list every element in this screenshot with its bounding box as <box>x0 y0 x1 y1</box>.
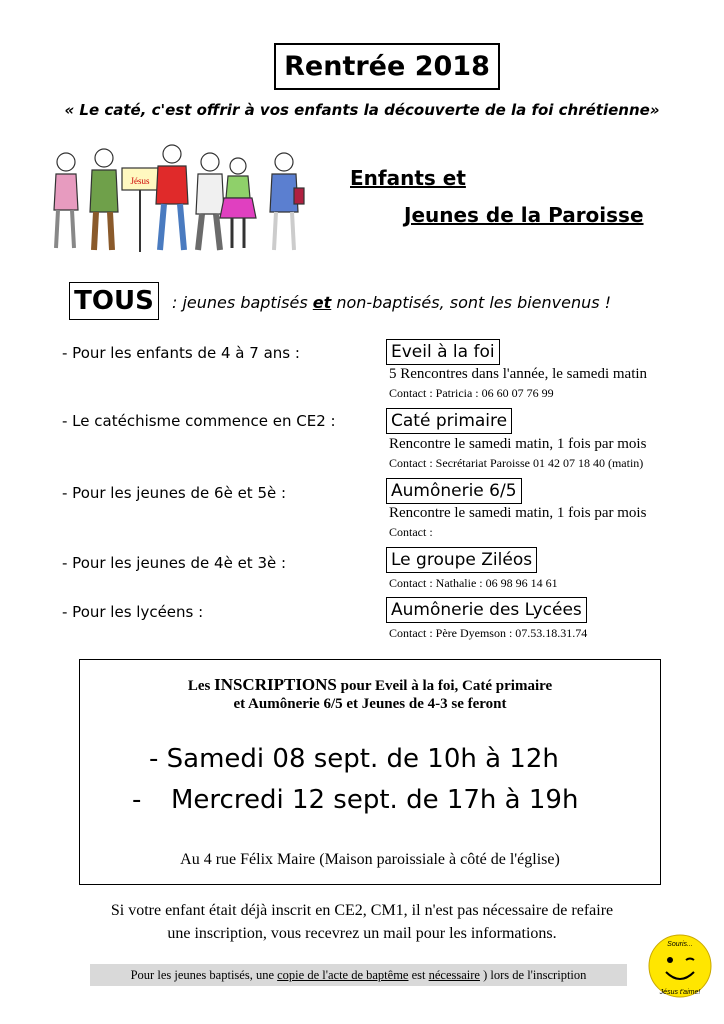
program-name: Le groupe Ziléos <box>386 547 537 573</box>
date-saturday: - Samedi 08 sept. de 10h à 12h <box>149 744 559 774</box>
heading-line2: Jeunes de la Paroisse <box>404 203 644 227</box>
program-contact: Contact : Patricia : 06 60 07 76 99 <box>389 386 554 400</box>
footer-underlined1: copie de l'acte de baptême <box>277 968 409 982</box>
sign-text: Jésus <box>130 176 150 186</box>
program-desc: Rencontre le samedi matin, 1 fois par mois <box>389 436 647 452</box>
note-line1: Si votre enfant était déjà inscrit en CE2, CM1, il n'est pas nécessaire de refaire <box>110 902 614 919</box>
page-title: Rentrée 2018 <box>274 43 500 90</box>
tous-text-before: : jeunes baptisés <box>172 293 308 312</box>
footer-middle: est <box>411 968 426 982</box>
date-dash: - <box>132 785 142 815</box>
smiley-text-bottom: Jésus t'aime! <box>659 989 701 996</box>
program-label: - Le catéchisme commence en CE2 : <box>62 412 336 430</box>
subtitle: « Le caté, c'est offrir à vos enfants la découverte de la foi chrétienne» <box>64 101 660 119</box>
inscriptions-suffix: pour Eveil à la foi, Caté primaire <box>340 678 553 694</box>
program-name: Eveil à la foi <box>386 339 500 365</box>
tous-text-et: et <box>312 293 332 312</box>
program-label: - Pour les jeunes de 6è et 5è : <box>62 484 287 502</box>
program-contact: Contact : <box>389 525 433 539</box>
program-label: - Pour les jeunes de 4è et 3è : <box>62 554 287 572</box>
program-name: Aumônerie 6/5 <box>386 478 522 504</box>
footer-before: Pour les jeunes baptisés, une <box>130 968 274 982</box>
program-desc: Rencontre le samedi matin, 1 fois par mois <box>389 505 647 521</box>
footer-note <box>90 964 627 986</box>
program-contact: Contact : Père Dyemson : 07.53.18.31.74 <box>389 626 588 640</box>
tous-label: TOUS <box>69 282 159 320</box>
tous-text-after: non-baptisés, sont les bienvenus ! <box>336 293 612 312</box>
heading-line1: Enfants et <box>350 166 466 190</box>
program-desc: 5 Rencontres dans l'année, le samedi matin <box>389 366 648 382</box>
program-name: Caté primaire <box>386 408 512 434</box>
inscriptions-line1 <box>79 675 661 695</box>
program-contact: Contact : Secrétariat Paroisse 01 42 07 18 40 (matin) <box>389 456 644 470</box>
program-label: - Pour les enfants de 4 à 7 ans : <box>62 344 300 362</box>
address: Au 4 rue Félix Maire (Maison paroissiale à côté de l'église) <box>180 851 560 868</box>
footer-after: ) lors de l'inscription <box>483 968 587 982</box>
tous-text <box>172 293 611 312</box>
footer-underlined2: nécessaire <box>428 968 480 982</box>
date-wednesday: Mercredi 12 sept. de 17h à 19h <box>171 785 579 815</box>
program-name: Aumônerie des Lycées <box>386 597 587 623</box>
program-contact: Contact : Nathalie : 06 98 96 14 61 <box>389 576 558 590</box>
inscriptions-word: INSCRIPTIONS <box>214 675 337 694</box>
program-label: - Pour les lycéens : <box>62 603 204 621</box>
note-line2: une inscription, vous recevrez un mail pour les informations. <box>167 925 557 942</box>
smiley-text-top: Souris... <box>667 941 693 948</box>
inscriptions-prefix: Les <box>187 678 211 694</box>
smiley-icon <box>646 932 714 1000</box>
inscriptions-line2: et Aumônerie 6/5 et Jeunes de 4-3 se feront <box>233 696 507 712</box>
children-illustration <box>44 140 314 260</box>
